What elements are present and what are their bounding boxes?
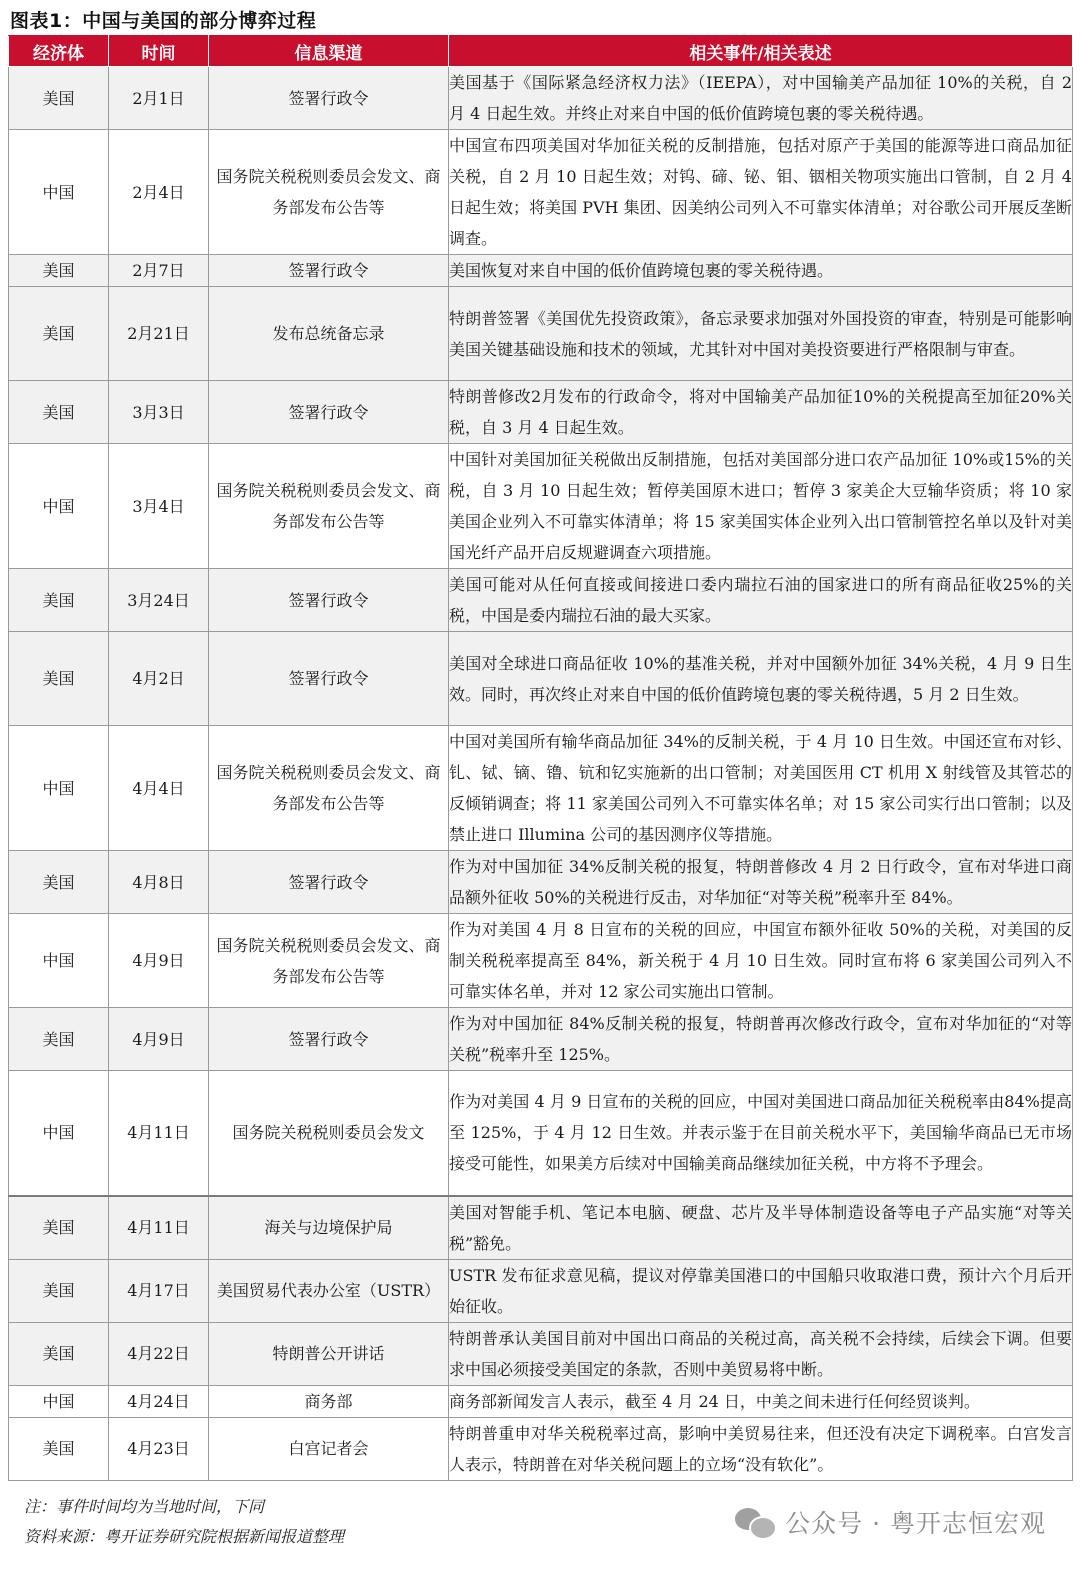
- cell-date: 4月22日: [109, 1322, 209, 1385]
- cell-economy: 中国: [9, 1071, 109, 1196]
- cell-date: 4月9日: [109, 914, 209, 1008]
- cell-channel: 发布总统备忘录: [209, 287, 449, 381]
- table-header-row: [9, 36, 1073, 67]
- table-row: [9, 444, 1073, 569]
- cell-date: 4月4日: [109, 726, 209, 851]
- cell-channel: 国务院关税税则委员会发文、商务部发布公告等: [209, 130, 449, 255]
- cell-date: 3月24日: [109, 569, 209, 632]
- cell-date: 4月11日: [109, 1196, 209, 1260]
- cell-economy: 美国: [9, 569, 109, 632]
- table-row: [9, 914, 1073, 1008]
- cell-channel: 海关与边境保护局: [209, 1196, 449, 1260]
- cell-economy: 美国: [9, 1196, 109, 1260]
- cell-channel: 签署行政令: [209, 569, 449, 632]
- figure-title: 图表1：中国与美国的部分博弈过程: [10, 10, 317, 32]
- table-row: [9, 255, 1073, 287]
- cell-date: 4月24日: [109, 1385, 209, 1417]
- cell-description: USTR 发布征求意见稿，提议对停靠美国港口的中国船只收取港口费，预计六个月后开始征收。: [449, 1259, 1073, 1322]
- note-text: 注：事件时间均为当地时间，下同: [24, 1497, 265, 1516]
- cell-channel: 签署行政令: [209, 255, 449, 287]
- cell-economy: 美国: [9, 632, 109, 726]
- table-row: [9, 67, 1073, 130]
- source-text: 资料来源：粤开证券研究院根据新闻报道整理: [24, 1527, 345, 1546]
- cell-date: 2月21日: [109, 287, 209, 381]
- cell-description: 中国针对美国加征关税做出反制措施，包括对美国部分进口农产品加征 10%或15%的关税，自 3 月 10 日起生效；暂停美国原木进口；暂停 3 家美企大豆输华资质；将 10 家美国企业列入不可靠实体清单；将 15 家美国实体企业列入出口管制管控名单以及针对美国光纤产品开启反规避调查六项措施。: [449, 444, 1073, 569]
- cell-channel: 国务院关税税则委员会发文、商务部发布公告等: [209, 444, 449, 569]
- table-row: [9, 726, 1073, 851]
- cell-description: 特朗普修改2月发布的行政命令，将对中国输美产品加征10%的关税提高至加征20%关税，自 3 月 4 日起生效。: [449, 381, 1073, 444]
- cell-date: 4月23日: [109, 1417, 209, 1480]
- table-row: [9, 1008, 1073, 1071]
- table-row: [9, 381, 1073, 444]
- cell-economy: 中国: [9, 130, 109, 255]
- header-description: 相关事件/相关表述: [449, 36, 1073, 67]
- cell-channel: 美国贸易代表办公室（USTR）: [209, 1259, 449, 1322]
- cell-description: 特朗普签署《美国优先投资政策》，备忘录要求加强对外国投资的审查，特别是可能影响美国关键基础设施和技术的领域，尤其针对中国对美投资要进行严格限制与审查。: [449, 287, 1073, 381]
- cell-date: 4月11日: [109, 1071, 209, 1196]
- table-row: [9, 1196, 1073, 1260]
- cell-date: 2月4日: [109, 130, 209, 255]
- cell-channel: 签署行政令: [209, 632, 449, 726]
- cell-date: 4月17日: [109, 1259, 209, 1322]
- cell-channel: 国务院关税税则委员会发文: [209, 1071, 449, 1196]
- table-row: [9, 1417, 1073, 1480]
- cell-date: 2月7日: [109, 255, 209, 287]
- cell-description: 作为对美国 4 月 8 日宣布的关税的回应，中国宣布额外征收 50%的关税，对美国的反制关税税率提高至 84%，新关税于 4 月 10 日生效。同时宣布将 6 家美国公司列入不可靠实体名单，并对 12 家公司实施出口管制。: [449, 914, 1073, 1008]
- cell-economy: 美国: [9, 1259, 109, 1322]
- cell-economy: 中国: [9, 444, 109, 569]
- cell-channel: 国务院关税税则委员会发文、商务部发布公告等: [209, 914, 449, 1008]
- cell-channel: 签署行政令: [209, 851, 449, 914]
- header-economy: 经济体: [9, 36, 109, 67]
- cell-description: 中国对美国所有输华商品加征 34%的反制关税，于 4 月 10 日生效。中国还宣布对钐、钆、铽、镝、镥、钪和钇实施新的出口管制；对美国医用 CT 机用 X 射线管及其管芯的反倾销调查；将 11 家美国公司列入不可靠实体名单；对 15 家公司实行出口管制；以及禁止进口 Illumina 公司的基因测序仪等措施。: [449, 726, 1073, 851]
- cell-description: 作为对中国加征 84%反制关税的报复，特朗普再次修改行政令，宣布对华加征的“对等关税”税率升至 125%。: [449, 1008, 1073, 1071]
- cell-channel: 商务部: [209, 1385, 449, 1417]
- cell-date: 4月9日: [109, 1008, 209, 1071]
- cell-description: 美国基于《国际紧急经济权力法》（IEEPA），对中国输美产品加征 10%的关税，自 2 月 4 日起生效。并终止对来自中国的低价值跨境包裹的零关税待遇。: [449, 67, 1073, 130]
- cell-economy: 美国: [9, 1008, 109, 1071]
- cell-economy: 美国: [9, 381, 109, 444]
- cell-description: 美国对智能手机、笔记本电脑、硬盘、芯片及半导体制造设备等电子产品实施“对等关税”豁免。: [449, 1196, 1073, 1260]
- cell-economy: 美国: [9, 1322, 109, 1385]
- header-time: 时间: [109, 36, 209, 67]
- table-row: [9, 1385, 1073, 1417]
- cell-date: 3月3日: [109, 381, 209, 444]
- cell-economy: 中国: [9, 914, 109, 1008]
- cell-description: 中国宣布四项美国对华加征关税的反制措施，包括对原产于美国的能源等进口商品加征关税，自 2 月 10 日起生效；对钨、碲、铋、钼、铟相关物项实施出口管制，自 2 月 4 日起生效；将美国 PVH 集团、因美纳公司列入不可靠实体清单；对谷歌公司开展反垄断调查。: [449, 130, 1073, 255]
- table-body: [9, 67, 1073, 1481]
- cell-channel: 签署行政令: [209, 381, 449, 444]
- cell-date: 4月2日: [109, 632, 209, 726]
- cell-date: 2月1日: [109, 67, 209, 130]
- cell-description: 作为对中国加征 34%反制关税的报复，特朗普修改 4 月 2 日行政令，宣布对华进口商品额外征收 50%的关税进行反击，对华加征“对等关税”税率升至 84%。: [449, 851, 1073, 914]
- wechat-icon: [735, 1506, 775, 1538]
- table-row: [9, 1071, 1073, 1196]
- cell-description: 商务部新闻发言人表示，截至 4 月 24 日，中美之间未进行任何经贸谈判。: [449, 1385, 1073, 1417]
- table-row: [9, 632, 1073, 726]
- cell-economy: 中国: [9, 726, 109, 851]
- table-row: [9, 1259, 1073, 1322]
- table-row: [9, 851, 1073, 914]
- cell-description: 美国恢复对来自中国的低价值跨境包裹的零关税待遇。: [449, 255, 1073, 287]
- cell-channel: 白宫记者会: [209, 1417, 449, 1480]
- watermark-text: 公众号 · 粤开志恒宏观: [785, 1509, 1046, 1538]
- events-table: [8, 35, 1073, 1481]
- cell-channel: 签署行政令: [209, 1008, 449, 1071]
- cell-economy: 美国: [9, 67, 109, 130]
- header-channel: 信息渠道: [209, 36, 449, 67]
- cell-economy: 美国: [9, 287, 109, 381]
- cell-description: 美国可能对从任何直接或间接进口委内瑞拉石油的国家进口的所有商品征收25%的关税，中国是委内瑞拉石油的最大买家。: [449, 569, 1073, 632]
- cell-date: 4月8日: [109, 851, 209, 914]
- table-row: [9, 130, 1073, 255]
- cell-economy: 中国: [9, 1385, 109, 1417]
- cell-economy: 美国: [9, 1417, 109, 1480]
- cell-channel: 特朗普公开讲话: [209, 1322, 449, 1385]
- cell-economy: 美国: [9, 255, 109, 287]
- cell-date: 3月4日: [109, 444, 209, 569]
- cell-description: 美国对全球进口商品征收 10%的基准关税，并对中国额外加征 34%关税，4 月 9 日生效。同时，再次终止对来自中国的低价值跨境包裹的零关税待遇，5 月 2 日生效。: [449, 632, 1073, 726]
- table-row: [9, 287, 1073, 381]
- cell-description: 作为对美国 4 月 9 日宣布的关税的回应，中国对美国进口商品加征关税税率由84%提高至 125%，于 4 月 12 日生效。并表示鉴于在目前关税水平下，美国输华商品已无市场接受可能性，如果美方后续对中国输美商品继续加征关税，中方将不予理会。: [449, 1071, 1073, 1196]
- cell-channel: 签署行政令: [209, 67, 449, 130]
- cell-economy: 美国: [9, 851, 109, 914]
- cell-description: 特朗普重申对华关税税率过高，影响中美贸易往来，但还没有决定下调税率。白宫发言人表示，特朗普在对华关税问题上的立场“没有软化”。: [449, 1417, 1073, 1480]
- cell-channel: 国务院关税税则委员会发文、商务部发布公告等: [209, 726, 449, 851]
- table-row: [9, 1322, 1073, 1385]
- watermark: [735, 1504, 1046, 1540]
- cell-description: 特朗普承认美国目前对中国出口商品的关税过高，高关税不会持续，后续会下调。但要求中国必须接受美国定的条款，否则中美贸易将中断。: [449, 1322, 1073, 1385]
- table-row: [9, 569, 1073, 632]
